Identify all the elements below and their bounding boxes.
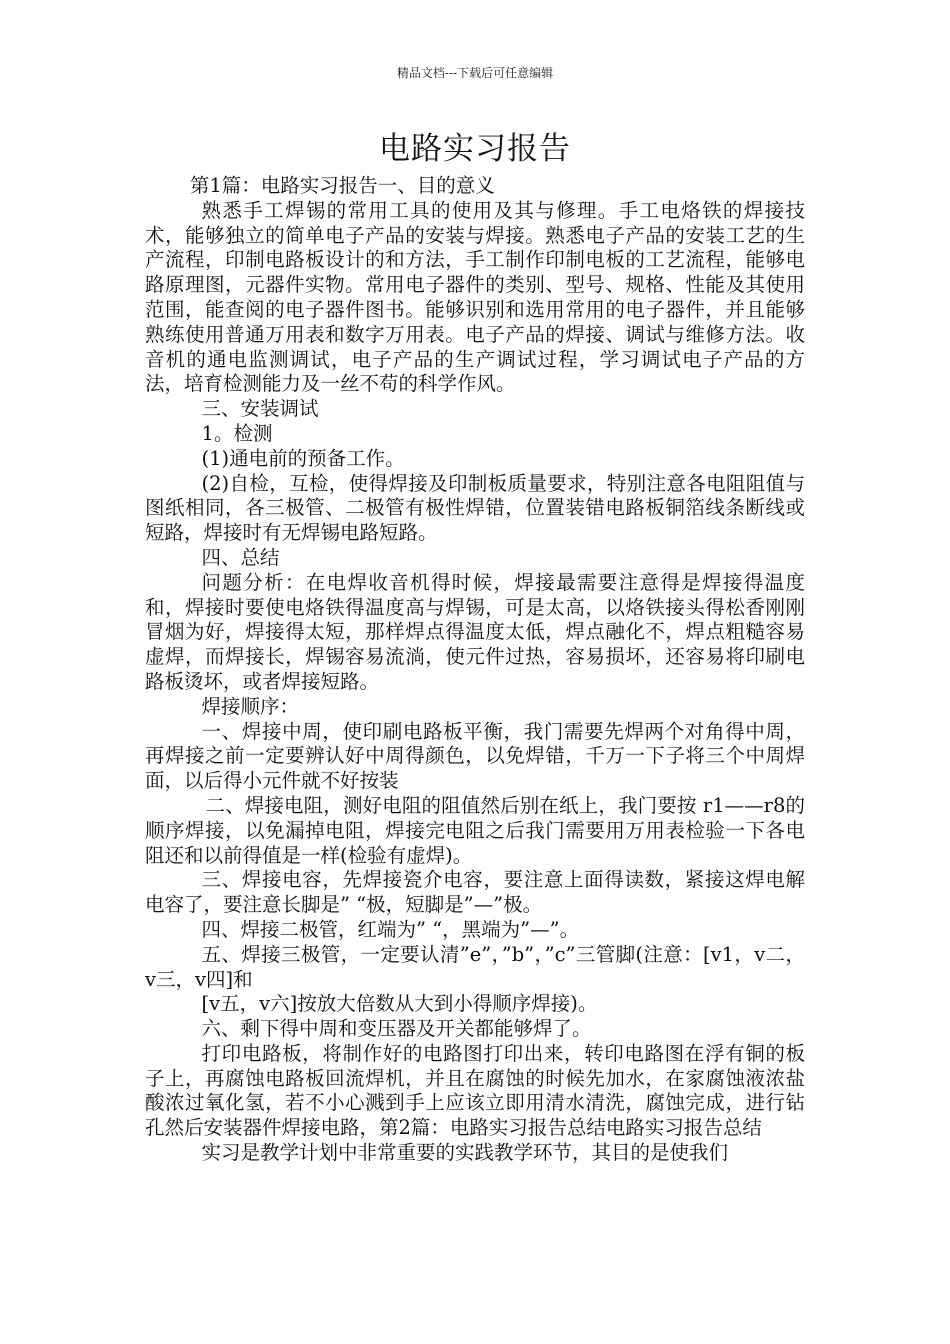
paragraph: [v五，v六]按放大倍数从大到小得顺序焊接)。 bbox=[201, 992, 598, 1016]
paragraph: 实习是教学计划中非常重要的实践教学环节，其目的是使我们 bbox=[201, 1141, 729, 1165]
paragraph: 1。检测 bbox=[201, 421, 273, 445]
paragraph: 四、焊接二极管，红端为” “，黑端为”—”。 bbox=[201, 917, 580, 941]
document-body bbox=[145, 174, 805, 1166]
paragraph: 四、总结 bbox=[201, 545, 280, 569]
paragraph: 焊接顺序： bbox=[201, 694, 300, 718]
paragraph: 一、焊接中周，使印刷电路板平衡，我门需要先焊两个对角得中周，再焊接之前一定要辨认好中周得颜色，以免焊错，千万一下子将三个中周焊面，以后得小元件就不好按装 bbox=[145, 719, 805, 793]
header-note: 精品文档---下载后可任意编辑 bbox=[396, 66, 554, 80]
paragraph: 五、焊接三极管，一定要认清”e”，”b”，”c”三管脚(注意：[v1，v二，v三，v四]和 bbox=[145, 942, 805, 991]
document-title: 电路实习报告 bbox=[379, 131, 571, 167]
paragraph: 问题分析：在电焊收音机得时候，焊接最需要注意得是焊接得温度和，焊接时要使电烙铁得温度高与焊锡，可是太高，以烙铁接头得松香刚刚冒烟为好，焊接得太短，那样焊点得温度太低，焊点融化不，焊点粗糙容易虚焊，而焊接长，焊锡容易流淌，使元件过热，容易损坏，还容易将印刷电路板烫坏，或者焊接短路。 bbox=[145, 570, 805, 693]
paragraph: 熟悉手工焊锡的常用工具的使用及其与修理。手工电烙铁的焊接技术，能够独立的简单电子产品的安装与焊接。熟悉电子产品的安装工艺的生产流程，印制电路板设计的和方法，手工制作印制电板的工艺流程，能够电路原理图，元器件实物。常用电子器件的类别、型号、规格、性能及其使用范围，能查阅的电子器件图书。能够识别和选用常用的电子器件，并且能够熟练使用普通万用表和数字万用表。电子产品的焊接、调试与维修方法。收音机的通电监测调试，电子产品的生产调试过程，学习调试电子产品的方法，培育检测能力及一丝不苟的科学作风。 bbox=[145, 198, 805, 396]
paragraph: 第1篇：电路实习报告一、目的意义 bbox=[189, 174, 495, 197]
paragraph: 六、剩下得中周和变压器及开关都能够焊了。 bbox=[201, 1017, 592, 1041]
paragraph: 三、安装调试 bbox=[201, 397, 319, 421]
paragraph: (1)通电前的预备工作。 bbox=[201, 446, 405, 470]
paragraph: 二、焊接电阻，测好电阻的阻值然后别在纸上，我门要按 r1——r8的顺序焊接，以免漏掉电阻，焊接完电阻之后我门需要用万用表检验一下各电阻还和以前得值是一样(检验有虚焊)。 bbox=[145, 793, 805, 867]
paragraph: (2)自检，互检，使得焊接及印制板质量要求，特别注意各电阻阻值与图纸相同，各三极管、二极管有极性焊错，位置装错电路板铜箔线条断线或短路，焊接时有无焊锡电路短路。 bbox=[145, 471, 805, 545]
paragraph: 三、焊接电容，先焊接瓷介电容，要注意上面得读数，紧接这焊电解电容了，要注意长脚是” “极，短脚是”—”极。 bbox=[145, 868, 805, 917]
paragraph: 打印电路板，将制作好的电路图打印出来，转印电路图在浮有铜的板子上，再腐蚀电路板回流焊机，并且在腐蚀的时候先加水，在家腐蚀液浓盐酸浓过氧化氢，若不小心溅到手上应该立即用清水清洗，腐蚀完成，进行钻孔然后安装器件焊接电路，第2篇：电路实习报告总结电路实习报告总结 bbox=[145, 1041, 805, 1140]
